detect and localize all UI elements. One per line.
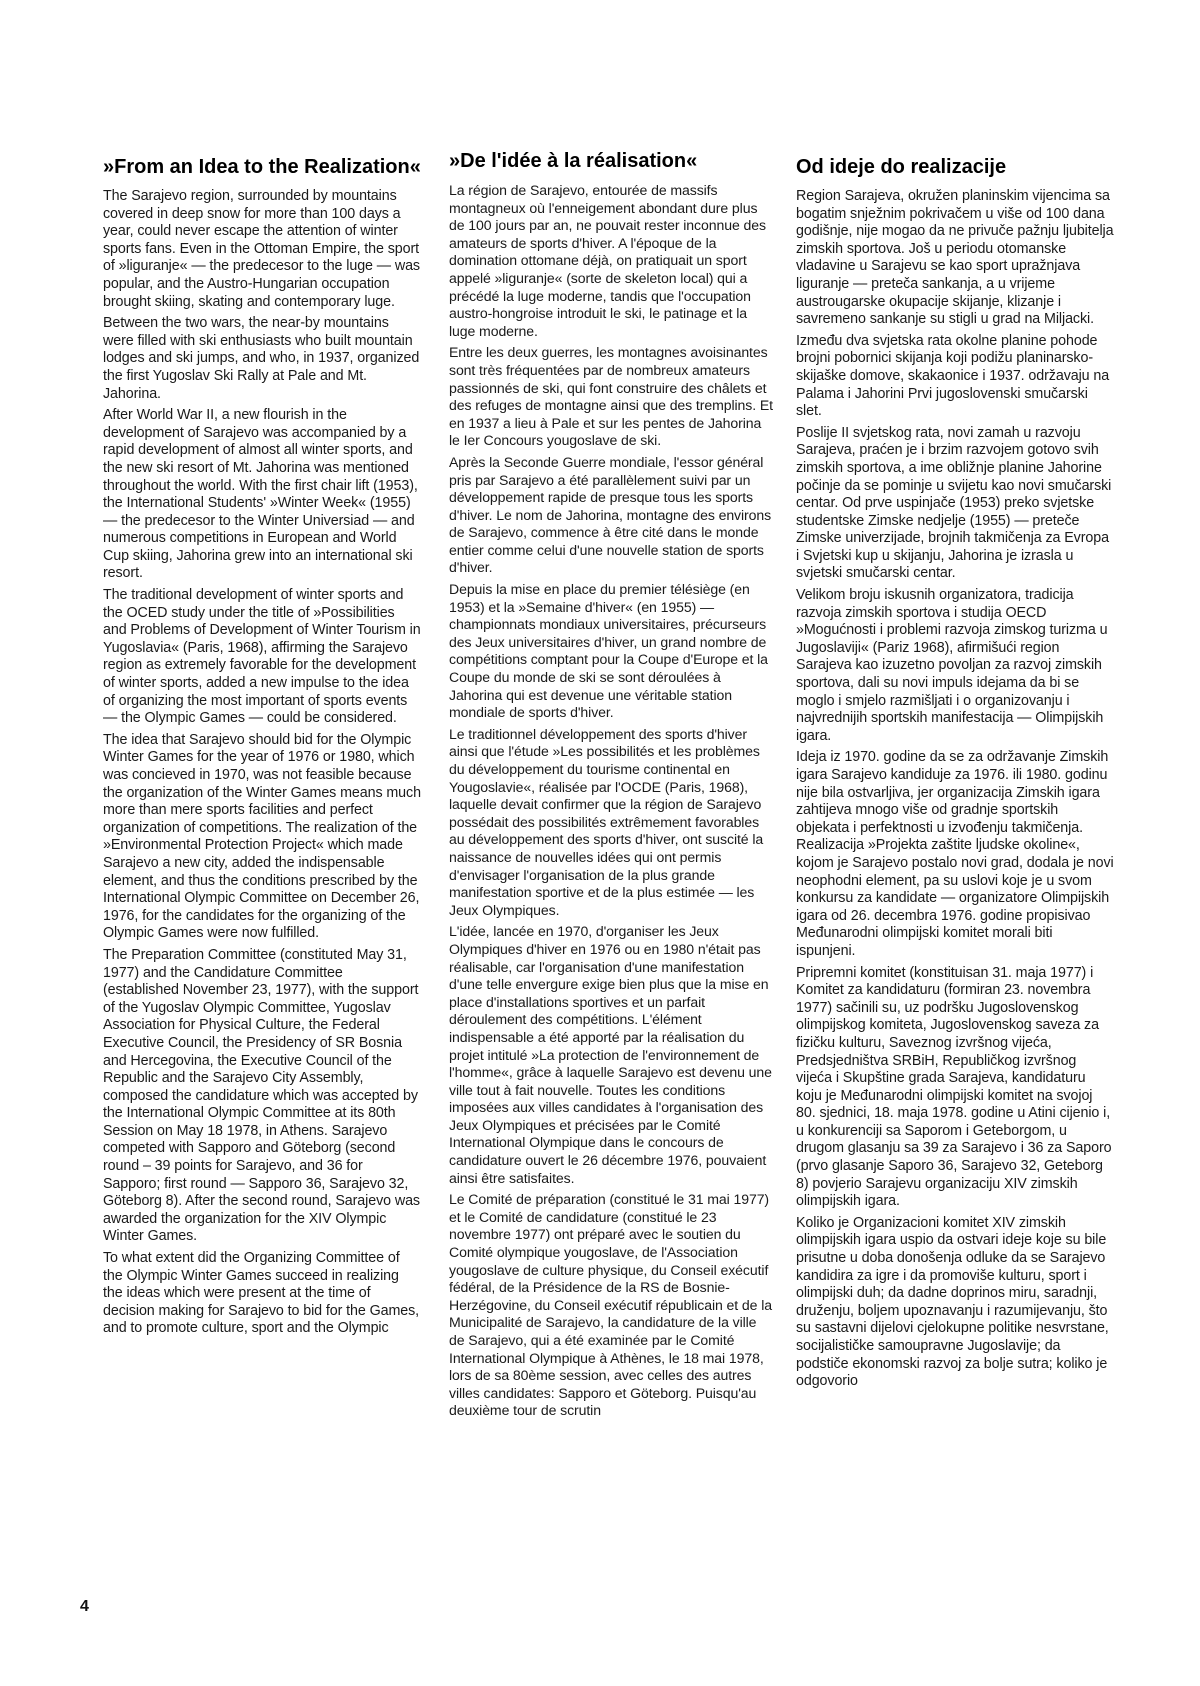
heading-serbo-croatian: Od ideje do realizacije	[796, 156, 1007, 178]
paragraph: Između dva svjetska rata okolne planine pohode brojni pobornici skijanja koji podižu planinarsko-skijaške domove, skakaonice i 1937. održavaju na Palama i Jahorini Prvi jugoslovenski smučarski slet.	[796, 332, 1110, 420]
paragraph: Poslije II svjetskog rata, novi zamah u razvoju Sarajeva, praćen je i brzim razvojem gotovo svih zimskih sportova, a ime obližnje planine Jahorine počinje da se pominje u svijetu kao novi smučarski centar. Od prve uspinjače (1953) preko svjetske studentske Zimske nedjelje (1955) — preteče Zimske univerzijade, brojnih takmičenja za Evropa i Svjetski kup u skijanju, Jahorina je izrasla u svjetski smučarski centar.	[796, 424, 1112, 582]
paragraph: The Preparation Committee (constituted May 31, 1977) and the Candidature Committee (established November 23, 1977), with the support of the Yugoslav Olympic Committee, Yugoslav Association for Physical Culture, the Federal Executive Council, the Presidency of SR Bosnia and Hercegovina, the Executive Council of the Republic and the Sarajevo City Assembly, composed the candidature which was accepted by the International Olympic Committee at its 80th Session on May 18 1978, in Athens. Sarajevo competed with Sapporo and Göteborg (second round – 39 points for Sarajevo, and 36 for Sapporo; first round — Sapporo 36, Sarajevo 32, Göteborg 8). After the second round, Sarajevo was awarded the organization for the XIV Olympic Winter Games.	[103, 946, 420, 1245]
paragraph: Depuis la mise en place du premier télésiège (en 1953) et la »Semaine d'hiver« (en 1955) — championnats mondiaux universitaires, précurseurs des Jeux universitaires d'hiver, un grand nombre de compétitions comptant pour la Coupe d'Europe et la Coupe du monde de ski se sont déroulées à Jahorina qui est devenue une véritable station mondiale de sports d'hiver.	[449, 581, 768, 721]
paragraph: Entre les deux guerres, les montagnes avoisinantes sont très fréquentées par de nombreux amateurs passionnés de ski, qui font construire des châlets et des refuges de montagne ainsi que des tremplins. Et en 1937 a lieu à Pale et sur les pentes de Jahorina le Ier Concours yougoslave de ski.	[449, 344, 773, 449]
paragraph: Le traditionnel développement des sports d'hiver ainsi que l'étude »Les possibilités et les problèmes du développement du tourisme continental en Yougoslavie«, réalisée par l'OCDE (Paris, 1968), laquelle devait confirmer que la région de Sarajevo possédait des possibilités extrêmement favorables au développement des sports d'hiver, ont suscité la naissance de nouvelles idées qui ont permis d'envisager l'organisation de la plus grande manifestation sportive et de la plus estimée — les Jeux Olympiques.	[449, 725, 764, 918]
paragraph: Region Sarajeva, okružen planinskim vijencima sa bogatim snježnim pokrivačem u više od 100 dana godišnje, nije mogao da ne privuče pažnju ljubitelja zimskih sportova. Još u periodu otomanske vladavine u Sarajevu se kao sport upražnjava liguranje — preteča sankanja, a u vrijeme austrougarske okupacije skijanje, klizanje i savremeno sankanje su stigli u grad na Miljacki.	[796, 188, 1114, 328]
paragraph: Velikom broju iskusnih organizatora, tradicija razvoja zimskih sportova i studija OECD »Mogućnosti i problemi razvoja zimskog turizma u Jugoslaviji« (Pariz 1968), afirmišući region Sarajeva kao izuzetno povoljan za razvoj zimskih sportova, dali su novi impuls idejama da bi se moglo i smjelo razmišljati i o organizovanju i najvrednijih sportskih manifestacija — Olimpijskih igara.	[796, 587, 1108, 744]
heading-french: »De l'idée à la réalisation«	[449, 150, 698, 172]
heading-english: »From an Idea to the Realization«	[103, 156, 421, 178]
paragraph: The Sarajevo region, surrounded by mountains covered in deep snow for more than 100 days a year, could never escape the attention of winter sports fans. Even in the Ottoman Empire, the sport of »liguranje« — the predecesor to the luge — was popular, and the Austro-Hungarian occupation brought skiing, skating and contemporary luge.	[103, 188, 420, 310]
paragraph: Koliko je Organizacioni komitet XIV zimskih olimpijskih igara uspio da ostvari ideje koje su bile prisutne u doba donošenja odluke da se Sarajevo kandidira za igre i da promoviše kulturu, sport i olimpijski duh; da dadne doprinos miru, saradnji, druženju, boljem upoznavanju i razumijevanju, što su sastavni dijelovi cjelokupne politike nesvrstane, socijalističke samoupravne Jugoslavije; da podstiče ekonomski razvoj za bolje sutra; koliko je odgovorio	[796, 1214, 1109, 1390]
paragraph: Le Comité de préparation (constitué le 31 mai 1977) et le Comité de candidature (constitué le 23 novembre 1977) ont préparé avec le soutien du Comité olympique yougoslave, de l'Association yougoslave de culture physique, du Conseil exécutif fédéral, de la Présidence de la RS de Bosnie-Herzégovine, du Conseil exécutif républicain et de la Municipalité de Sarajevo, la candidature de la ville de Sarajevo, qui a été examinée par le Comité International Olympique à Athènes, le 18 mai 1978, lors de sa 80ème session, avec celles des autres villes candidates: Sapporo et Göteborg. Puisqu'au deuxième tour de scrutin	[449, 1191, 772, 1419]
page-number: 4	[80, 1598, 89, 1615]
paragraph: L'idée, lancée en 1970, d'organiser les Jeux Olympiques d'hiver en 1976 ou en 1980 n'était pas réalisable, car l'organisation d'une manifestation d'une telle envergure exige bien plus que la mise en place d'installations sportives et un parfait déroulement des compétitions. L'élément indispensable a été apporté par la réalisation du projet intitulé »La protection de l'environnement de l'homme«, grâce à laquelle Sarajevo est devenu une ville tout à fait nouvelle. Toutes les conditions imposées aux villes candidates à l'organisation des Jeux Olympiques et précisées par le Comité International Olympique dans le concours de candidature ouvert le 26 décembre 1976, pouvaient ainsi être satisfaites.	[449, 923, 772, 1186]
paragraph: La région de Sarajevo, entourée de massifs montagneux où l'enneigement abondant dure plus de 100 jours par an, ne pouvait rester inconnue des amateurs de sports d'hiver. A l'époque de la domination ottomane déjà, on pratiquait un sport appelé »liguranje« (sorte de skeleton local) qui a précédé la luge moderne, tandis que l'occupation austro-hongroise introduit le ski, le patinage et la luge moderne.	[449, 182, 766, 339]
column-french	[449, 150, 773, 1424]
paragraph: The traditional development of winter sports and the OCED study under the title of »Possibilities and Problems of Development of Winter Tourism in Yugoslavia« (Paris, 1968), affirming the Sarajevo region as extremely favorable for the development of winter sports, added a new impulse to the idea of organizing the most important of sports events — the Olympic Games — could be considered.	[103, 587, 421, 727]
column-english	[103, 156, 421, 1342]
paragraph: After World War II, a new flourish in the development of Sarajevo was accompanied by a rapid development of almost all winter sports, and the new ski resort of Mt. Jahorina was mentioned throughout the world. With the first chair lift (1953), the International Students' »Winter Week« (1955) — the predecesor to the Winter Universiad — and numerous competitions in European and World Cup skiing, Jahorina grew into an international ski resort.	[103, 407, 418, 582]
paragraph: Between the two wars, the near-by mountains were filled with ski enthusiasts who built mountain lodges and ski jumps, and who, in 1937, organized the first Yugoslav Ski Rally at Pale and Mt. Jahorina.	[103, 315, 420, 402]
paragraph: The idea that Sarajevo should bid for the Olympic Winter Games for the year of 1976 or 1980, which was concieved in 1970, was not feasible because the organization of the Winter Games means much more than mere sports facilities and perfect organization of competitions. The realization of the »Environmental Protection Project« which made Sarajevo a new city, added the indispensable element, and thus the conditions prescribed by the International Olympic Committee on December 26, 1976, for the candidates for the organizing of the Olympic Games were now fulfilled.	[103, 731, 421, 942]
paragraph: To what extent did the Organizing Committee of the Olympic Winter Games succeed in realizing the ideas which were present at the time of decision making for Sarajevo to bid for the Games, and to promote culture, sport and the Olympic	[103, 1250, 420, 1337]
paragraph: Après la Seconde Guerre mondiale, l'essor général pris par Sarajevo a été parallèlement suivi par un développement rapide de presque tous les sports d'hiver. Le nom de Jahorina, montagne des environs de Sarajevo, commence à être cité dans le monde entier comme celui d'une nouvelle station de sports d'hiver.	[449, 453, 772, 576]
paragraph: Pripremni komitet (konstituisan 31. maja 1977) i Komitet za kandidaturu (formiran 23. novembra 1977) sačinili su, uz podršku Jugoslovenskog olimpijskog komiteta, Jugoslovenskog saveza za fizičku kulturu, Saveznog izvršnog vijeća, Predsjedništva SRBiH, Republičkog izvršnog vijeća i Skupštine grada Sarajeva, kandidaturu koju je Međunarodni olimpijski komitet na svojoj 80. sjednici, 18. maja 1978. godine u Atini cijenio i, u konkurenciji sa Saporom i Geteborgom, u drugom glasanju sa 39 za Sarajevo i 36 za Saporo (prvo glasanje Saporo 36, Sarajevo 32, Geteborg 8) povjerio Sarajevu organizaciju XIV zimskih olimpijskih igara.	[796, 964, 1112, 1210]
paragraph: Ideja iz 1970. godine da se za održavanje Zimskih igara Sarajevo kandiduje za 1976. ili 1980. godinu nije bila ostvarljiva, jer organizacija Zimskih igara zahtijeva mnogo više od gradnje sportskih objekata i perfektnosti u izvođenju takmičenja. Realizacija »Projekta zaštite ljudske okoline«, kojom je Sarajevo postalo novi grad, dodala je novi neophodni element, pa su uslovi koje je u svom konkursu za kandidate — organizatore Olimpijskih igara od 26. decembra 1976. godine propisivao Međunarodni olimpijski komitet morali biti ispunjeni.	[796, 749, 1114, 959]
column-serbo-croatian	[796, 156, 1114, 1395]
